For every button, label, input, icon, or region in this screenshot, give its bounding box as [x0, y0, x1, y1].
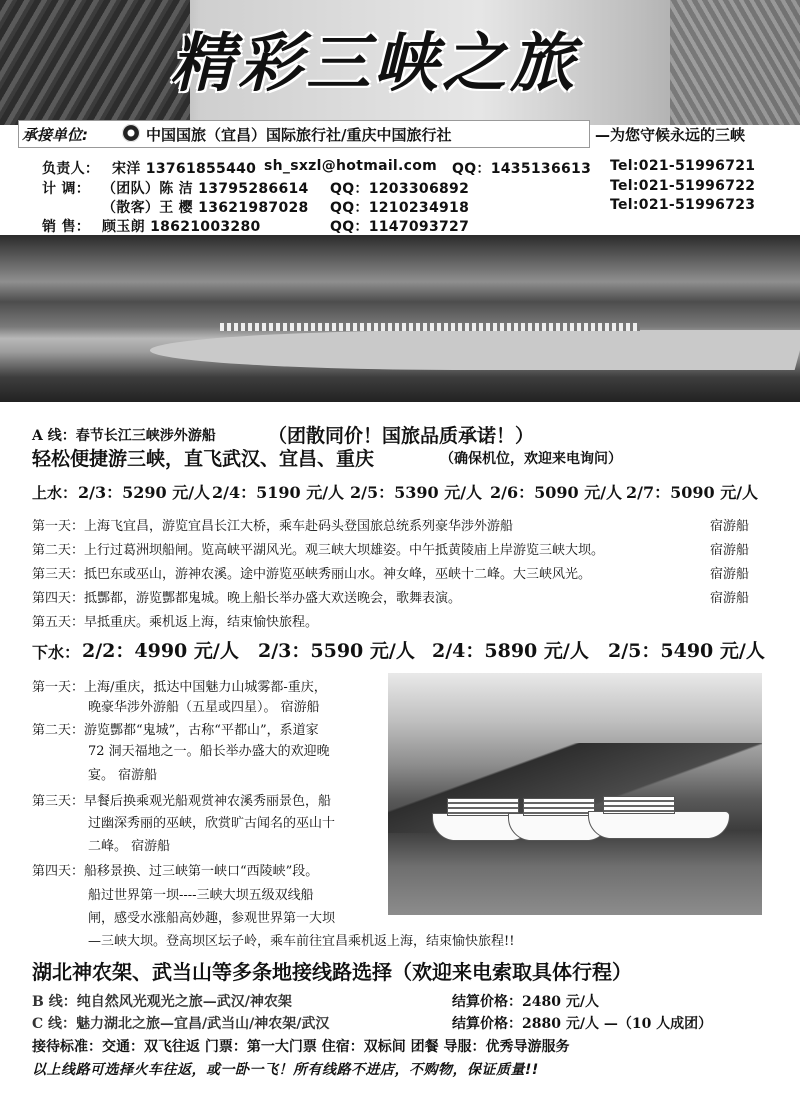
downstream-day-3-line: 二峰。 宿游船 [88, 839, 171, 854]
downstream-price: 2/5：5490 元/人 [608, 640, 765, 662]
contact-tel: Tel:021-51996722 [610, 178, 756, 194]
upstream-price: 2/5：5390 元/人 [350, 483, 483, 502]
downstream-day-2-line: 宴。 宿游船 [88, 768, 158, 783]
line-a-note: （确保机位，欢迎来电询问） [440, 451, 622, 467]
upstream-label: 上水： [32, 484, 78, 502]
upstream-day-4: 第四天：抵酆都，游览酆都鬼城。晚上船长举办盛大欢送晚会，歌舞表演。 [32, 591, 462, 606]
contact-qq: QQ：1203306892 [330, 181, 470, 197]
org-label: 承接单位: [22, 126, 88, 144]
downstream-day-4-line: 第四天：船移景换、过三峡第一峡口“西陵峡”段。 [32, 864, 319, 879]
line-a-subtitle: 轻松便捷游三峡，直飞武汉、宜昌、重庆 [32, 448, 375, 470]
downstream-price: 2/2：4990 元/人 [82, 640, 239, 662]
cliff-image [0, 0, 190, 125]
line-a-slogan: （团散同价！国旅品质承诺！） [268, 425, 535, 447]
contact-name: （散客）王 樱 13621987028 [102, 200, 309, 216]
cits-logo-icon [122, 124, 140, 142]
contact-qq: QQ：1147093727 [330, 219, 470, 235]
contact-role: 计 调： [42, 181, 91, 197]
downstream-day-4-line: —三峡大坝。登高坝区坛子岭，乘车前往宜昌乘机返上海，结束愉快旅程!! [88, 934, 515, 949]
upstream-price: 2/6：5090 元/人 [490, 483, 623, 502]
upstream-day-3: 第三天：抵巴东或巫山，游神农溪。途中游览巫峡秀丽山水。神女峰，巫峡十二峰。大三峡风光。 [32, 567, 592, 582]
other-lines-heading: 湖北神农架、武当山等多条地接线路选择（欢迎来电索取具体行程） [32, 960, 632, 984]
contact-email[interactable]: sh_sxzl@hotmail.com [264, 158, 438, 174]
contact-tel: Tel:021-51996721 [610, 158, 756, 174]
contact-tel: Tel:021-51996723 [610, 197, 756, 213]
river-image [145, 330, 800, 370]
contact-name: （团队）陈 洁 13795286614 [102, 181, 309, 197]
downstream-price: 2/3：5590 元/人 [258, 640, 415, 662]
downstream-label: 下水： [32, 643, 81, 662]
page-title: 精彩三峡之旅 [170, 27, 578, 101]
upstream-price: 2/3：5290 元/人 [78, 483, 211, 502]
line-a-label: A 线：春节长江三峡涉外游船 [32, 428, 216, 444]
three-gorges-dam-photo [0, 235, 800, 402]
b-line-price: 结算价格：2480 元/人 [452, 994, 599, 1010]
stay-label: 宿游船 [710, 519, 750, 534]
downstream-price: 2/4：5890 元/人 [432, 640, 589, 662]
downstream-day-3-line: 第三天：早餐后换乘观光船观赏神农溪秀丽景色，船 [32, 794, 332, 809]
contact-name: 顾玉朗 18621003280 [102, 219, 261, 235]
c-line-label: C 线：魅力湖北之旅—宜昌/武当山/神农架/武汉 [32, 1016, 330, 1032]
mountain-image [670, 0, 800, 125]
downstream-day-2-line: 72 洞天福地之一。船长举办盛大的欢迎晚 [88, 744, 330, 759]
upstream-day-2: 第二天：上行过葛洲坝船闸。览高峡平湖风光。观三峡大坝雄姿。中午抵黄陵庙上岸游览三峡大坝。 [32, 543, 605, 558]
stay-label: 宿游船 [710, 567, 750, 582]
header-slogan: —为您守候永远的三峡 [595, 126, 746, 144]
downstream-day-4-line: 闸，感受水涨船高妙趣，参观世界第一大坝 [88, 911, 336, 926]
contact-role: 负责人： [42, 161, 100, 177]
stay-label: 宿游船 [710, 543, 750, 558]
dam-image [220, 323, 640, 331]
service-standard: 接待标准：交通：双飞往返 门票：第一大门票 住宿：双标间 团餐 导服：优秀导游服务 [32, 1039, 570, 1055]
contact-name: 宋洋 13761855440 [112, 161, 257, 177]
downstream-day-3-line: 过幽深秀丽的巫峡，欣赏旷古闻名的巫山十 [88, 816, 336, 831]
downstream-day-2-line: 第二天：游览酆都“鬼城”，古称“平都山”，系道家 [32, 723, 319, 738]
org-name: 中国国旅（宜昌）国际旅行社/重庆中国旅行社 [146, 126, 452, 144]
upstream-day-1: 第一天：上海飞宜昌，游览宜昌长江大桥，乘车赴码头登国旅总统系列豪华涉外游船 [32, 519, 514, 534]
contact-qq: QQ：1435136613 [452, 161, 592, 177]
contact-role: 销 售： [42, 219, 91, 235]
upstream-price: 2/7：5090 元/人 [626, 483, 759, 502]
cruise-ships-photo [388, 673, 762, 915]
upstream-day-5: 第五天：早抵重庆。乘机返上海，结束愉快旅程。 [32, 615, 319, 630]
downstream-day-4-line: 船过世界第一坝----三峡大坝五级双线船 [88, 888, 314, 903]
downstream-day-1-line: 晚豪华涉外游船（五星或四星）。 宿游船 [88, 700, 320, 715]
downstream-day-1-line: 第一天：上海/重庆，抵达中国魅力山城雾都-重庆， [32, 680, 327, 695]
b-line-label: B 线：纯自然风光观光之旅—武汉/神农架 [32, 994, 292, 1010]
contact-qq: QQ：1210234918 [330, 200, 470, 216]
stay-label: 宿游船 [710, 591, 750, 606]
upstream-price: 2/4：5190 元/人 [212, 483, 345, 502]
footer-note: 以上线路可选择火车往返，或一卧一飞！所有线路不进店，不购物，保证质量!! [32, 1062, 539, 1078]
c-line-price: 结算价格：2880 元/人 —（10 人成团） [452, 1016, 713, 1032]
cruise-ship-image [588, 811, 730, 839]
